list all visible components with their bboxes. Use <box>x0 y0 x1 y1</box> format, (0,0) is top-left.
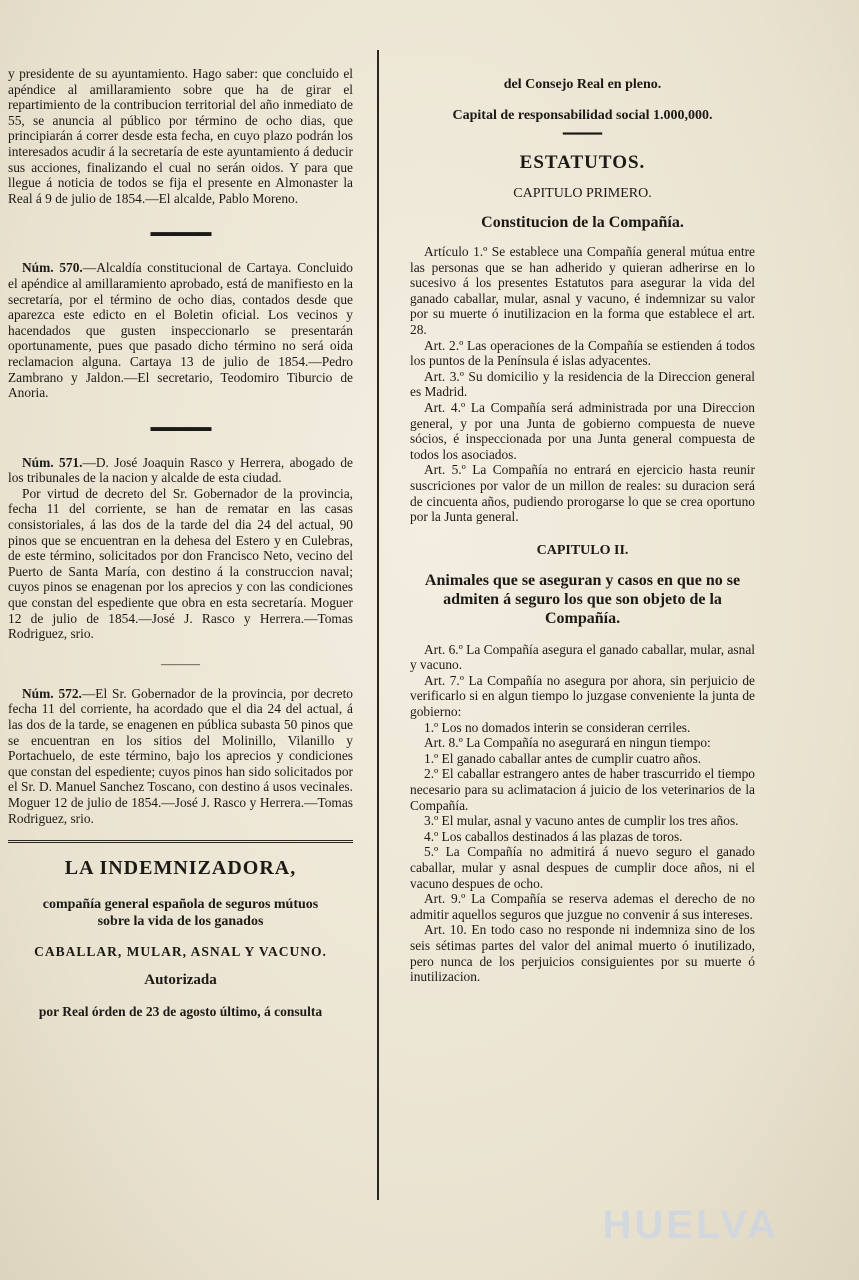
chapter-2-title: Animales que se aseguran y casos en que no se admiten á seguro los que son objeto de la Compañía. <box>424 571 741 627</box>
article-8-item-1: 1.º El ganado caballar antes de cumplir cuatro años. <box>424 750 702 766</box>
chapter-1-title: Constitucion de la Compañía. <box>481 214 684 231</box>
ad-royal-order: por Real órden de 23 de agosto último, á consulta <box>38 1004 323 1020</box>
article-10: Art. 10. En todo caso no responde ni indemniza sino de los seis sétimas partes del valor del animal muerto ó inutilizado, pero nunca de los perjuicios consiguientes por su muerte ó inutilizacion. <box>410 922 755 985</box>
edict-almonaster: y presidente de su ayuntamiento. Hago saber: que concluido el apéndice al amillaramiento sobre que ha de girar el repartimiento de la contribucion territorial del año inmediato de 55, se anuncia al público por término de ocho dias, que principiarán á correr desde esta fecha, en cuyo plazo podrán los interesados acudir á la secretaría de este ayuntamiento á deducir sus acciones, finalizando el cual no serán oidos. Y para que llegue á noticia de todos se fija el presente en Almonaster la Real á 9 de julio de 1854.—El alcalde, Pablo Moreno. <box>8 66 353 206</box>
edict-572 <box>8 686 353 826</box>
left-column <box>8 66 353 1020</box>
ornament-divider: ▬▬▬▬▬ <box>150 224 211 240</box>
double-rule <box>8 840 353 843</box>
ad-animal-kinds: CABALLAR, MULAR, ASNAL Y VACUNO. <box>34 944 327 960</box>
edict-571-body: Por virtud de decreto del Sr. Gobernador de la provincia, fecha 11 del corriente, se han de rematar en las casas consistoriales, á las dos de la tarde del dia 24 del actual, 90 pinos que se encuentran en la dehesa del Estero y en Culebras, de este término, solicitados por don Francisco Neto, vecino del Puerto de Santa María, con destino á la construccion naval; cuyos pinos se enagenan por los aprecios y con las condiciones que constan del espediente que obra en esta secretaría. Moguer 12 de julio de 1854.—José J. Rasco y Herrera.—Tomas Rodriguez, srio. <box>8 485 353 642</box>
article-8-item-4: 4.º Los caballos destinados á las plazas de toros. <box>424 828 683 844</box>
huelva-watermark: HUELVA <box>602 1203 779 1247</box>
article-2: Art. 2.º Las operaciones de la Compañía se estienden á todos los puntos de la Península é islas adyacentes. <box>410 337 755 369</box>
article-8-item-3: 3.º El mular, asnal y vacuno antes de cumplir los tres años. <box>424 813 739 829</box>
edict-number: Núm. 570. <box>22 260 83 276</box>
ad-subtitle: compañía general española de seguros mútuos sobre la vida de los ganados <box>42 897 319 930</box>
article-8: Art. 8.º La Compañía no asegurará en ningun tiempo: <box>424 735 711 751</box>
article-7: Art. 7.º La Compañía no asegura por ahora, sin perjuicio de verificarlo si en algun tiempo lo juzgase conveniente la junta de gobierno: <box>410 672 755 720</box>
article-6: Art. 6.º La Compañía asegura el ganado caballar, mular, asnal y vacuno. <box>410 641 755 673</box>
right-column <box>410 76 755 985</box>
article-9: Art. 9.º La Compañía se reserva ademas el derecho de no admitir aquellos seguros que juzgue no convenir á sus intereses. <box>410 891 755 922</box>
edict-571-header <box>8 455 353 486</box>
edict-body: —D. José Joaquin Rasco y Herrera, abogado de los tribunales de la nacion y alcalde de esta ciudad. <box>8 454 353 486</box>
edict-body: —Alcaldía constitucional de Cartaya. Concluido el apéndice al amillaramiento aprobado, está de manifiesto en la secretaría, por el término de ocho dias, contados desde que aparezca este edicto en el Boletin oficial. Los vecinos y hacendados que gusten inspeccionarlo se presentarán oportunamente, pues que pasado dicho término no será oida reclamacion alguna. Cartaya 13 de julio de 1854.—Pedro Zambrano y Jaldon.—El secretario, Teodomiro Tiburcio de Anoria. <box>8 260 353 401</box>
chapter-2-heading: CAPITULO II. <box>536 542 629 558</box>
edict-body: —El Sr. Gobernador de la provincia, por decreto fecha 11 del corriente, ha acordado que el dia 24 del actual, á las dos de la tarde, se enagenen en pública subasta 50 pinos que se encuentran en los sitios del Molinillo, Vilanillo y Portachuelo, de este término, bajo los aprecios y condiciones que constan del espediente; cuyos pinos han sido solicitados por el Sr. D. Manuel Sanchez Toscano, con destino á usos vecinales. Moguer 12 de julio de 1854.—José J. Rasco y Herrera.—Tomas Rodriguez, srio. <box>8 685 353 826</box>
statutes-heading: ESTATUTOS. <box>519 152 646 173</box>
edict-number: Núm. 572. <box>22 685 82 701</box>
article-8-item-5: 5.º La Compañía no admitirá á nuevo seguro el ganado caballar, mular y asnal despues de cumplir doce años, ni el vacuno despues de ocho. <box>410 844 755 891</box>
article-7-item-1: 1.º Los no domados interin se consideran cerriles. <box>424 719 691 735</box>
article-3: Art. 3.º Su domicilio y la residencia de la Direccion general es Madrid. <box>410 368 755 400</box>
edict-number: Núm. 571. <box>22 454 83 470</box>
column-rule <box>377 50 379 1200</box>
edict-570 <box>8 260 353 400</box>
ornament-divider: ▬▬▬▬▬ <box>150 418 211 434</box>
short-rule: ━━━━━ <box>562 126 603 141</box>
thin-divider: ——— <box>161 655 200 671</box>
article-5: Art. 5.º La Compañía no entrará en ejercicio hasta reunir suscriciones por valor de un millon de reales: su duracion será de cincuenta años, pudiendo prorogarse lo que se crea oportuno por la Junta general. <box>410 462 755 525</box>
consejo-line: del Consejo Real en pleno. <box>503 77 662 92</box>
ad-authorized: Autorizada <box>144 972 217 989</box>
article-8-item-2: 2.º El caballar estrangero antes de haber trascurrido el tiempo necesario para su aclimatacion á juicio de los veterinarios de la Compañía. <box>410 766 755 813</box>
ad-title: LA INDEMNIZADORA, <box>64 857 297 880</box>
article-1: Artículo 1.º Se establece una Compañía general mútua entre las personas que se han adherido y quieran adherirse en lo sucesivo á los presentes Estatutos para asegurar la vida del ganado caballar, mular, asnal y vacuno, é indemnizar su valor por su muerte ó inutilizacion en la forma que establece el art. 28. <box>410 244 755 337</box>
article-4: Art. 4.º La Compañía será administrada por una Direccion general, y por una Junta de gobierno compuesta de nueve sócios, é inspeccionada por una Junta general compuesta de todos los asociados. <box>410 399 755 462</box>
capital-line: Capital de responsabilidad social 1.000,000. <box>452 108 713 123</box>
chapter-1-heading: CAPITULO PRIMERO. <box>513 186 652 201</box>
